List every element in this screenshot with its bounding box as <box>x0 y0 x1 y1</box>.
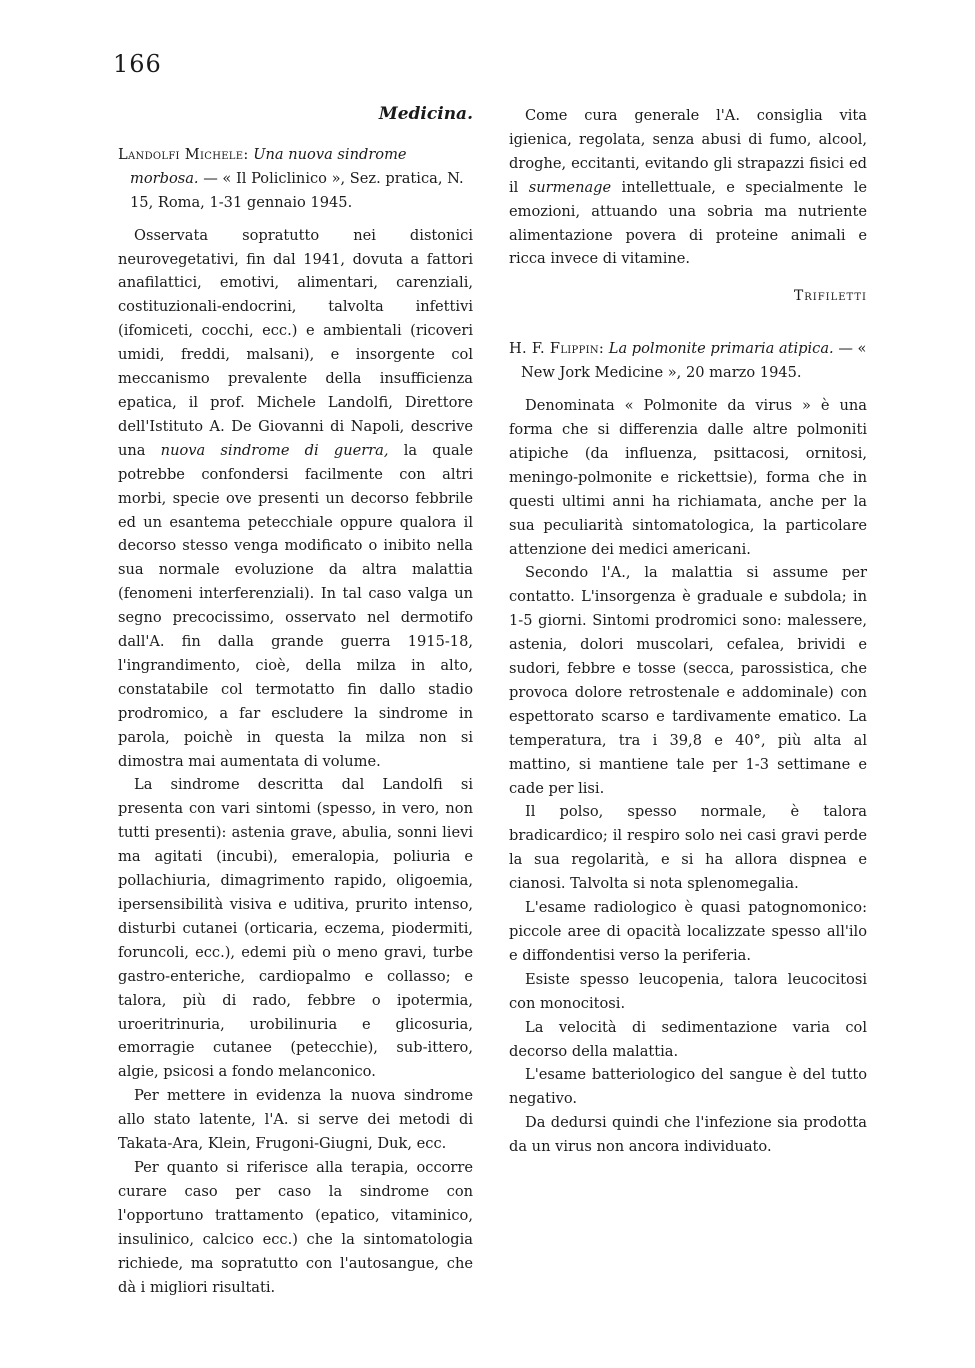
article1-p1-emphasis: nuova sindrome di guerra, <box>160 441 389 459</box>
article1-paragraph-4: Per quanto si riferisce alla terapia, occorre curare caso per caso la sindrome con l'opportuno trattamento (epatico, vitaminico, insulinico, calcico ecc.) che la sintomatologia richiede, ma sopratutto con l'autosangue, che dà i migliori risultati. <box>118 1158 473 1296</box>
left-column <box>118 103 473 1299</box>
article2-reference <box>509 337 867 385</box>
article2-paragraph-3: Il polso, spesso normale, è talora bradicardico; il respiro solo nei casi gravi perde la sua regolarità, e si ha allora dispnea e cianosi. Talvolta si nota splenomegalia. <box>509 803 867 893</box>
article1-paragraph-3: Per mettere in evidenza la nuova sindrome allo stato latente, l'A. si serve dei metodi di Takata-Ara, Klein, Frugoni-Giugni, Duk, ecc. <box>118 1087 473 1153</box>
right-column <box>509 104 867 1159</box>
article2-paragraph-5: Esiste spesso leucopenia, talora leucocitosi con monocitosi. <box>509 970 867 1012</box>
article1-reference <box>118 143 473 215</box>
article2-paragraph-1: Denominata « Polmonite da virus » è una forma che si differenzia dalle altre polmoniti atipiche (da influenza, psittacosi, ornitosi, meningo-polmonite e rickettsie), forma che in questi ultimi anni ha richiamata, anche per la sua peculiarità sintomatologica, la particolare attenzione dei medici americani. <box>509 397 867 558</box>
article1-source: — « Il Policlinico », Sez. pratica, N. 15, Roma, 1-31 gennaio 1945. <box>130 169 464 211</box>
article2-title: La polmonite primaria atipica. <box>608 340 834 358</box>
article1-p5-emphasis: surmenage <box>528 178 612 196</box>
article2-source: — « New Jork Medicine », 20 marzo 1945. <box>521 340 867 382</box>
article1-p1-text-a: Osservata sopratutto nei distonici neurovegetativi, fin dal 1941, dovuta a fattori anafilattici, emotivi, alimentari, carenziali, costituzionali-endocrini, talvolta infettivi (ifomiceti, cocchi, ecc.) e ambientali (ricoveri umidi, freddi, malsani), e insorgente col meccanismo prevalente della insufficienza epatica, il prof. Michele Landolfi, Direttore dell'Istituto A. De Giovanni di Napoli, descrive una <box>118 226 473 459</box>
article1-p5-text-b: intellettuale, e specialmente le emozioni, attuando una sobria ma nutriente alimentazione povera di proteine animali e ricca invece di vitamine. <box>509 178 867 268</box>
article1-paragraph-2: La sindrome descritta dal Landolfi si presenta con vari sintomi (spesso, in vero, non tutti presenti): astenia grave, abulia, sonni lievi ma agitati (incubi), emeralopia, poliuria e pollachiuria, dimagrimento rapido, oligoemia, ipersensibilità visiva e uditiva, prurito intenso, disturbi cutanei (orticaria, eczema, piodermiti, foruncoli, ecc.), edemi più o meno gravi, turbe gastro-enteriche, cardiopalmo e collasso; e talora, più di rado, febbre o ipotermia, uroeritrinuria, urobilinuria e glicosuria, emorragie cutanee (petecchie), sub-ittero, algie, psicosi a fondo melanconico. <box>118 776 473 1081</box>
page-number: 166 <box>113 50 162 78</box>
section-heading: Medicina. <box>378 104 473 124</box>
article1-p5-text-a: Come cura generale l'A. consiglia vita igienica, regolata, senza abusi di fumo, alcool, droghe, eccitanti, evitando gli strapazzi fisici ed il <box>509 107 867 196</box>
article2-paragraph-2: Secondo l'A., la malattia si assume per contatto. L'insorgenza è graduale e subdola; in 1-5 giorni. Sintomi prodromici sono: malessere, astenia, dolori muscolari, cefalea, brividi e sudori, febbre e tosse (secca, parossistica, che provoca dolore retrostenale e addominale) con espettorato scarso e tardivamente ematico. La temperatura, tra i 39,8 e 40°, più alta al mattino, si mantiene tale per 1-3 settimane e cade per lisi. <box>509 564 867 797</box>
article1-signature: Trifiletti <box>793 288 867 305</box>
article2-paragraph-7: L'esame batteriologico del sangue è del tutto negativo. <box>509 1066 867 1108</box>
article1-paragraph-5 <box>509 104 867 271</box>
article1-p1-text-b: la quale potrebbe confondersi facilmente con altri morbi, specie ove presenti un decorso febbrile ed un esantema petecchiale oppure qualora il decorso stesso venga modificato o inibito nella sua normale evoluzione da altra malattia (fenomeni interferenziali). In tal caso valga un segno precocissimo, osservato nel dermotifo dall'A. fin dalla grande guerra 1915-18, l'ingrandimento, cioè, della milza in alto, constatabile col termotatto fin dallo stadio prodromico, a far escludere la sindrome in parola, poichè in questa la milza non si dimostra mai aumentata di volume. <box>118 441 473 770</box>
article1-title: Una nuova sindrome morbosa. <box>130 145 407 187</box>
article2-author: H. F. Flippin: <box>509 340 605 358</box>
article2-paragraph-6: La velocità di sedimentazione varia col decorso della malattia. <box>509 1018 867 1060</box>
article1-author: Landolfi Michele: <box>118 145 249 163</box>
article2-paragraph-4: L'esame radiologico è quasi patognomonico: piccole aree di opacità localizzate spesso all'ilo e diffondentisi verso la periferia. <box>509 899 867 964</box>
article2-paragraph-8: Da dedursi quindi che l'infezione sia prodotta da un virus non ancora individuato. <box>509 1114 867 1156</box>
article1-paragraph-1 <box>118 224 473 774</box>
